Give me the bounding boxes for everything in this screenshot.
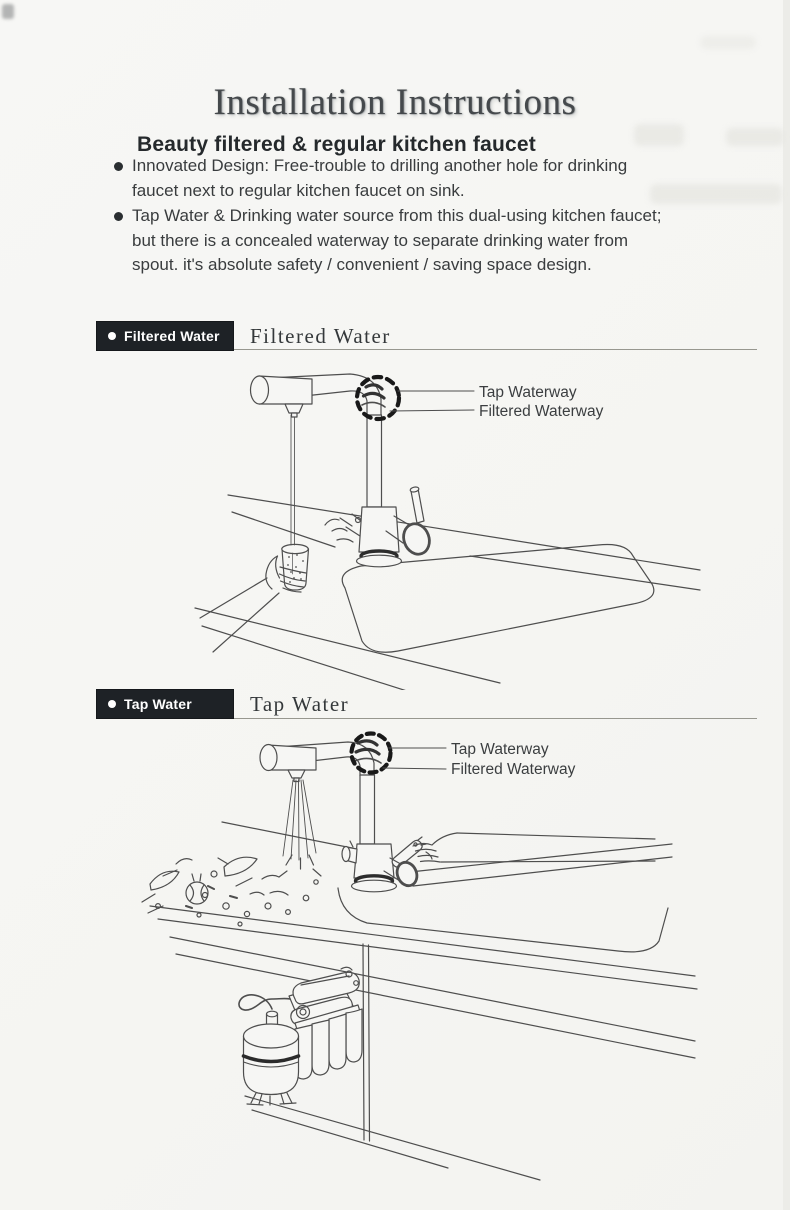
feature-text: Innovated Design: Free-trouble to drilling another hole for drinking faucet next to regular kitchen faucet on sink. <box>132 156 628 200</box>
scan-smudge <box>2 4 14 19</box>
faucet <box>251 374 434 567</box>
product-subtitle: Beauty filtered & regular kitchen faucet <box>137 133 536 157</box>
callout-filtered-waterway: Filtered Waterway <box>479 403 604 420</box>
callout-tap-waterway: Tap Waterway <box>479 384 577 401</box>
tap-water-illustration <box>0 722 790 1210</box>
filtered-water-illustration <box>0 358 790 690</box>
faucet <box>260 742 426 892</box>
installer-hand-sketch <box>325 514 361 542</box>
under-sink-filter-system <box>239 967 362 1105</box>
feature-item <box>114 204 666 278</box>
page-title: Installation Instructions <box>213 81 577 123</box>
section-heading: Filtered Water <box>250 324 391 348</box>
leader-line <box>383 768 446 769</box>
callout-filtered-waterway: Filtered Waterway <box>451 761 576 778</box>
feature-item <box>114 154 666 203</box>
bleed-through-mark <box>650 184 782 204</box>
sink-counter-lines <box>195 495 700 690</box>
water-spray <box>283 780 316 860</box>
sink-basin-rim <box>338 888 668 952</box>
feature-list <box>114 154 666 279</box>
filtered-water-tag <box>97 322 233 350</box>
callout-tap-waterway: Tap Waterway <box>451 741 549 758</box>
hand-with-glass <box>200 415 309 652</box>
bullet-dot-icon <box>108 332 116 340</box>
vegetables-splash <box>142 855 321 926</box>
tag-label: Filtered Water <box>124 328 220 344</box>
bullet-dot-icon <box>114 162 123 171</box>
bleed-through-mark <box>700 36 756 49</box>
tag-label: Tap Water <box>124 696 192 712</box>
bleed-through-mark <box>726 128 784 146</box>
reaching-hand <box>413 833 655 862</box>
bullet-dot-icon <box>114 212 123 221</box>
feature-text: Tap Water & Drinking water source from this dual-using kitchen faucet; but there is a concealed waterway to separate drinking water from spout. it's absolute safety / convenient / saving space design. <box>132 206 662 274</box>
storage-tank <box>244 1024 299 1105</box>
tap-water-tag <box>97 690 233 718</box>
leader-line <box>390 410 474 411</box>
bullet-dot-icon <box>108 700 116 708</box>
section-heading: Tap Water <box>250 692 350 716</box>
bleed-through-mark <box>634 124 684 146</box>
supply-tube <box>239 995 290 1010</box>
counter-cabinet-lines <box>150 822 697 1180</box>
section-rule <box>97 718 757 719</box>
